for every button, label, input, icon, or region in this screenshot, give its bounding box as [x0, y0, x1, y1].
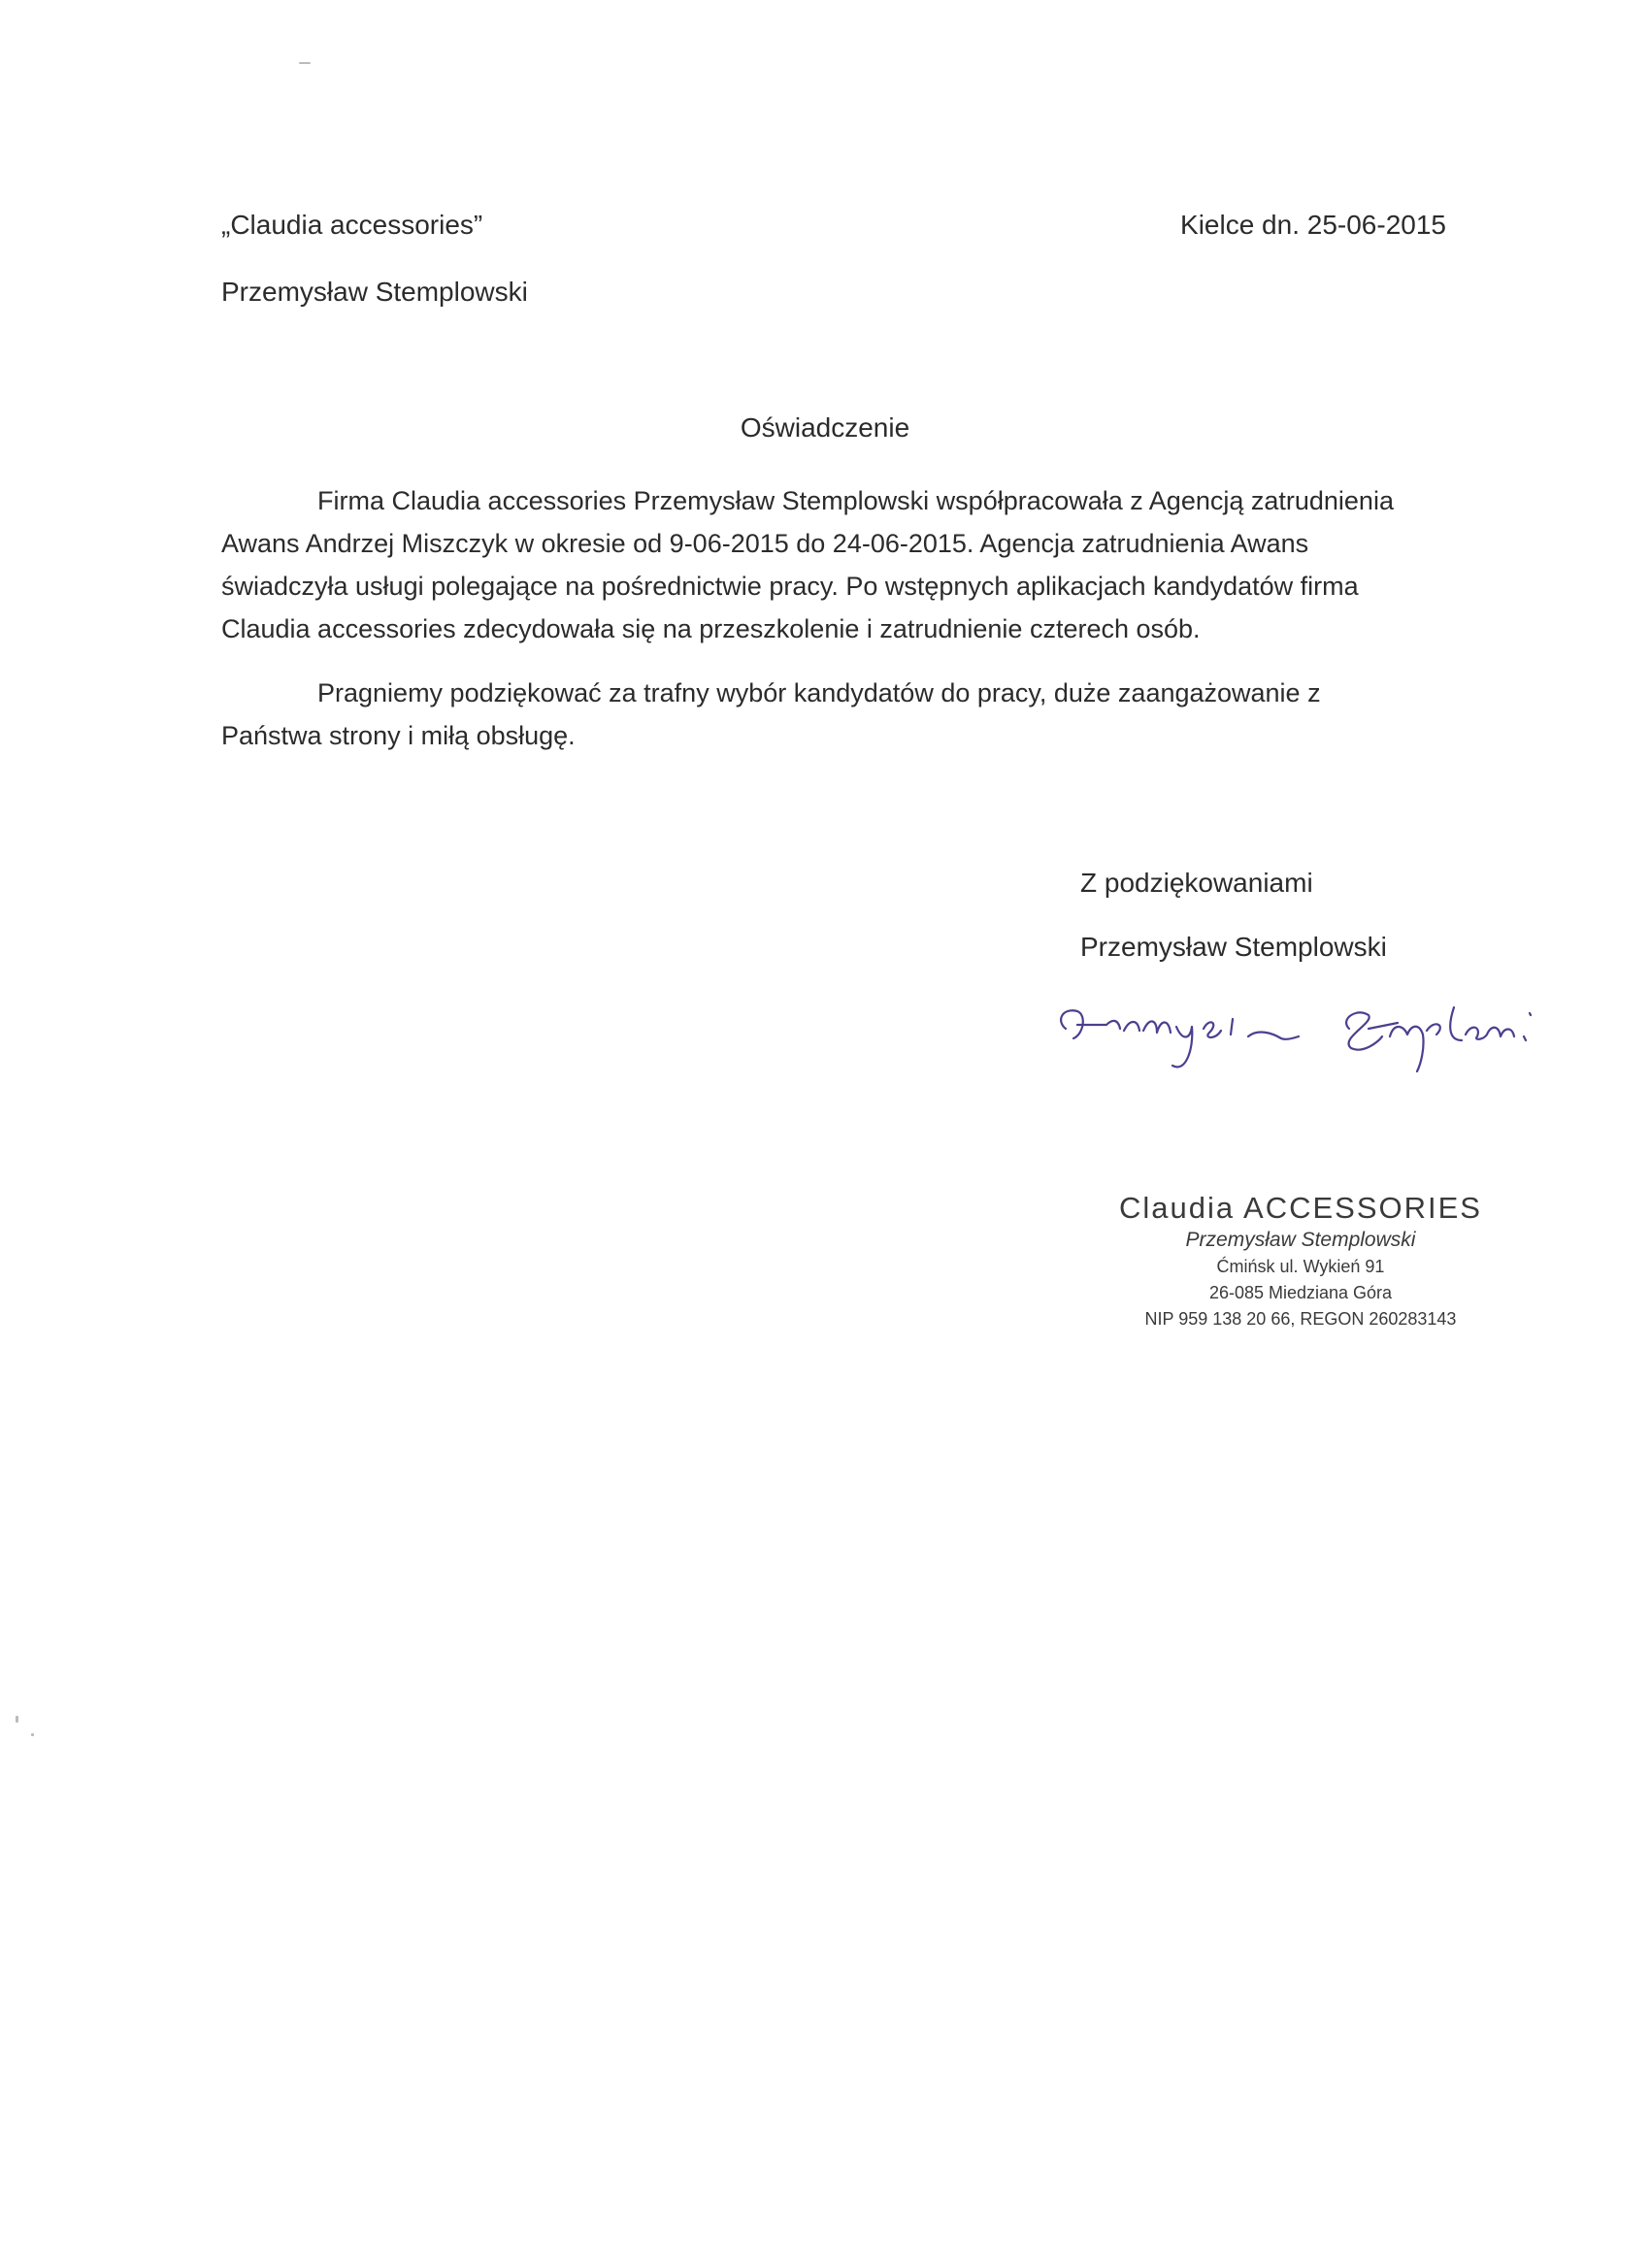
owner-name: Przemysław Stemplowski — [221, 277, 528, 307]
paragraph-thanks — [221, 672, 1415, 757]
paragraph-cooperation-text: Firma Claudia accessories Przemysław Stemplowski współpracowała z Agencją zatrudnienia Awans Andrzej Miszczyk w okresie od 9-06-2015 do 24-06-2015. Agencja zatrudnienia Awans świadczyła usługi polegające na pośrednictwie pracy. Po wstępnych aplikacjach kandydatów firma Claudia accessories zdecydowała się na przeszkolenie i zatrudnienie czterech osób. — [221, 486, 1394, 643]
closing-block — [1080, 851, 1387, 979]
company-name: „Claudia accessories” — [221, 210, 483, 240]
paragraph-thanks-text: Pragniemy podziękować za trafny wybór kandydatów do pracy, duże zaangażowanie z Państwa strony i miłą obsługę. — [221, 678, 1321, 750]
stamp-address-line1: Ćmińsk ul. Wykień 91 — [1216, 1257, 1385, 1276]
company-stamp — [1106, 1190, 1495, 1332]
stamp-ids: NIP 959 138 20 66, REGON 260283143 — [1144, 1309, 1457, 1329]
scan-speck — [299, 62, 311, 64]
scan-speck — [31, 1733, 34, 1736]
stamp-company: Claudia ACCESSORIES — [1119, 1191, 1482, 1225]
closing-greeting: Z podziękowaniami — [1080, 868, 1313, 898]
stamp-address-line2: 26-085 Miedziana Góra — [1208, 1283, 1393, 1302]
stamp-owner: Przemysław Stemplowski — [1185, 1229, 1416, 1251]
scan-speck — [16, 1716, 18, 1723]
handwritten-signature — [1048, 980, 1534, 1087]
document-title: Oświadczenie — [740, 412, 910, 443]
closing-name: Przemysław Stemplowski — [1080, 932, 1387, 962]
paragraph-cooperation — [221, 479, 1415, 650]
place-and-date: Kielce dn. 25-06-2015 — [1180, 210, 1446, 240]
